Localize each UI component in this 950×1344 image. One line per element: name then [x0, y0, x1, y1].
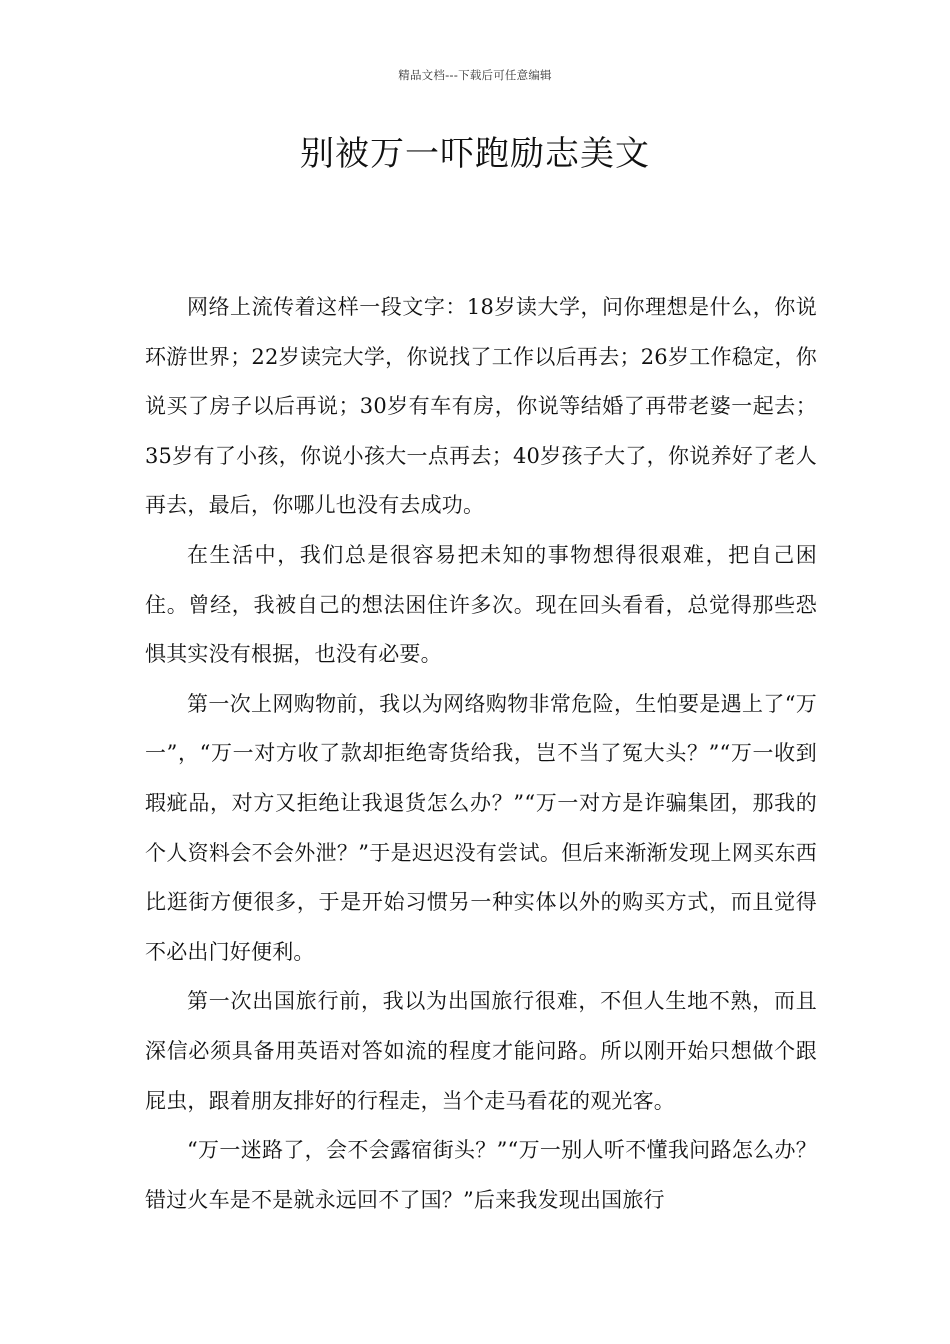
document-title: 别被万一吓跑励志美文 [300, 134, 650, 174]
paragraph: 第一次上网购物前，我以为网络购物非常危险，生怕要是遇上了“万一”，“万一对方收了款却拒绝寄货给我，岂不当了冤大头？”“万一收到瑕疵品，对方又拒绝让我退货怎么办？”“万一对方是诈骗集团，那我的个人资料会不会外泄？”于是迟迟没有尝试。但后来渐渐发现上网买东西比逛街方便很多，于是开始习惯另一种实体以外的购买方式，而且觉得不必出门好便利。 [145, 691, 817, 964]
header-note: 精品文档---下载后可任意编辑 [398, 68, 552, 82]
paragraph: “万一迷路了，会不会露宿街头？”“万一别人听不懂我问路怎么办？错过火车是不是就永远回不了国？”后来我发现出国旅行 [145, 1138, 817, 1212]
document-body [145, 283, 817, 1225]
paragraph: 第一次出国旅行前，我以为出国旅行很难，不但人生地不熟，而且深信必须具备用英语对答如流的程度才能问路。所以刚开始只想做个跟屁虫，跟着朋友排好的行程走，当个走马看花的观光客。 [145, 989, 817, 1113]
paragraph: 在生活中，我们总是很容易把未知的事物想得很艰难，把自己困住。曾经，我被自己的想法困住许多次。现在回头看看，总觉得那些恐惧其实没有根据，也没有必要。 [145, 542, 817, 667]
paragraph: 网络上流传着这样一段文字：18岁读大学，问你理想是什么，你说环游世界；22岁读完大学，你说找了工作以后再去；26岁工作稳定，你说买了房子以后再说；30岁有车有房，你说等结婚了再带老婆一起去；35岁有了小孩，你说小孩大一点再去；40岁孩子大了，你说养好了老人再去，最后，你哪儿也没有去成功。 [145, 295, 817, 518]
